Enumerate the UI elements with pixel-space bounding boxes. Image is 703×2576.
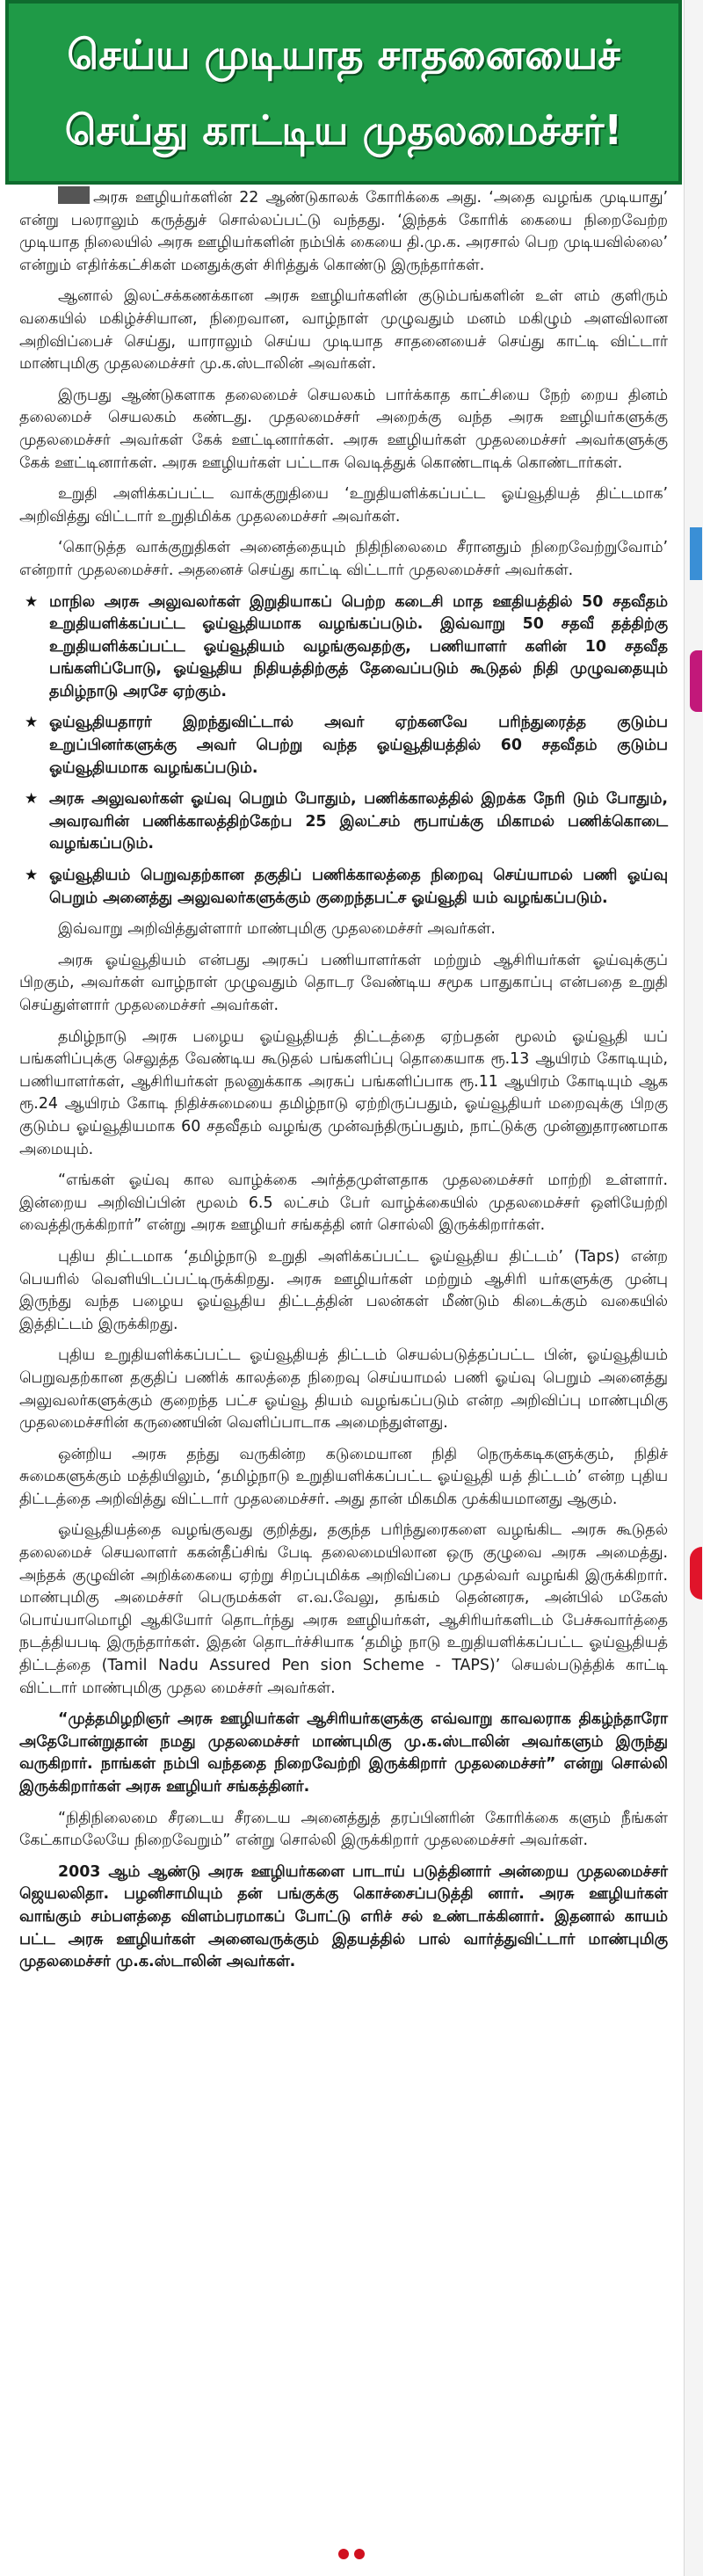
paragraph-text: அரசு ஊழியர்களின் 22 ஆண்டுகாலக் கோரிக்கை அது. ‘அதை வழங்க முடியாது’ என்று பலராலும் கருத்துச் சொல்லப்பட்டு வந்தது. ‘இந்தக் கோரிக் கையை நிறைவேற்ற முடியாத நிலையில் அரசு ஊழியர்களின் நம்பிக் கையை தி.மு.க. அரசால் பெற முடியவில்லை’ என்றும் எதிர்க்கட்சிகள் மனதுக்குள் சிரித்துக் கொண்டு இருந்தார்கள்.: [19, 189, 668, 274]
adjacent-blue-mark: [690, 527, 702, 580]
article-paragraph: இருபது ஆண்டுகளாக தலைமைச் செயலகம் பார்க்காத காட்சியை நேற் றைய தினம் தலைமைச் செயலகம் கண்டது. முதலமைச்சர் அறைக்கு வந்த அரசு ஊழியர்களுக்கு முதலமைச்சர் அவர்கள் கேக் ஊட்டினார்கள். அரசு ஊழியர்கள் முதலமைச்சர் அவர்களுக்கு கேக் ஊட்டினார்கள். அரசு ஊழியர்கள் பட்டாசு வெடித்துக் கொண்டாடிக் கொண்டார்கள்.: [19, 386, 668, 472]
highlight-item: [19, 591, 668, 704]
article-paragraph: புதிய திட்டமாக ‘தமிழ்நாடு உறுதி அளிக்கப்பட்ட ஓய்வூதிய திட்டம்’ (Taps) என்ற பெயரில் வெளியிடப்பட்டிருக்கிறது. அரசு ஊழியர்கள் மற்றும் ஆசிரி யர்களுக்கு முன்பு இருந்து வந்த பழைய ஓய்வூதிய திட்டத்தின் பலன்கள் மீண்டும் கிடைக்கும் வகையில் இத்திட்டம் இருக்கிறது.: [19, 1247, 668, 1333]
red-dot-icon: [354, 2549, 365, 2559]
adjacent-red-mark: [690, 1547, 702, 1600]
article-paragraph: “எங்கள் ஓய்வு கால வாழ்க்கை அர்த்தமுள்ளதாக முதலமைச்சர் மாற்றி உள்ளார். இன்றைய அறிவிப்பின் மூலம் 6.5 லட்சம் பேர் வாழ்க்கையில் முதலமைச்சர் ஒளியேற்றி வைத்திருக்கிறார்” என்று அரசு ஊழியர் சங்கத்தி னர் சொல்லி இருக்கிறார்கள்.: [19, 1172, 668, 1235]
article-paragraph: தமிழ்நாடு அரசு பழைய ஓய்வூதியத் திட்டத்தை ஏற்பதன் மூலம் ஓய்வூதி யப் பங்களிப்புக்கு செலுத்த வேண்டிய கூடுதல் பங்களிப்பு தொகையாக ரூ.13 ஆயிரம் கோடியும், பணியாளர்கள், ஆசிரியர்கள் நலனுக்காக அரசுப் பங்களிப்பாக ரூ.11 ஆயிரம் கோடியும் ஆக ரூ.24 ஆயிரம் கோடி நிதிச்சுமையை தமிழ்நாடு ஏற்றிருப்பதும், ஓய்வூதியர் மறைவுக்கு பிறகு குடும்ப ஓய்வூதியமாக 60 சதவீதம் வழங்கு முன்வந்திருப்பதும், நாட்டுக்கு முன்னுதாரணமாக அமையும்.: [19, 1027, 668, 1158]
headline-line-1: செய்ய முடியாத சாதனையைச்: [67, 31, 620, 78]
article-paragraph: 2003 ஆம் ஆண்டு அரசு ஊழியர்களை பாடாய் படுத்தினார் அன்றைய முதலமைச்சர் ஜெயலலிதா. பழனிசாமியும் தன் பங்குக்கு கொச்சைப்படுத்தி னார். அரசு ஊழியர்கள் வாங்கும் சம்பளத்தை விளம்பரமாகப் போட்டு எரிச் சல் உண்டாக்கினார். இதனால் காயம் பட்ட அரசு ஊழியர்கள் அனைவருக்கும் இதயத்தில் பால் வார்த்துவிட்டார் மாண்புமிகு முதலமைச்சர் மு.க.ஸ்டாலின் அவர்கள்.: [19, 1862, 668, 1971]
headline-line-2: செய்து காட்டிய முதலமைச்சர்!: [64, 106, 623, 154]
highlight-text: மாநில அரசு அலுவலர்கள் இறுதியாகப் பெற்ற கடைசி மாத ஊதியத்தில் 50 சதவீதம் உறுதியளிக்கப்பட்ட ஓய்வூதியமாக வழங்கப்படும். இவ்வாறு 50 சதவீ தத்திற்கு உறுதியளிக்கப்பட்ட ஓய்வூதியம் வழங்குவதற்கு, பணியாளர் களின் 10 சதவீத பங்களிப்போடு, ஓய்வூதிய நிதியத்திற்குத் தேவைப்படும் கூடுதல் நிதி முழுவதையும் தமிழ்நாடு அரசே ஏற்கும்.: [49, 592, 668, 700]
highlight-item: [19, 712, 668, 780]
article-paragraph: “முத்தமிழறிஞர் அரசு ஊழியர்கள் ஆசிரியர்களுக்கு எவ்வாறு காவலராக திகழ்ந்தாரோ அதேபோன்றுதான் நமது முதலமைச்சர் மாண்புமிகு மு.க.ஸ்டாலின் அவர்களும் இருந்து வருகிறார். நாங்கள் நம்பி வந்ததை நிறைவேற்றி இருக்கிறார் முதலமைச்சர்” என்று சொல்லி இருக்கிறார்கள் அரசு ஊழியர் சங்கத்தினர்.: [19, 1710, 668, 1796]
star-bullet-icon: ★: [25, 592, 39, 611]
article-paragraph: ‘கொடுத்த வாக்குறுதிகள் அனைத்தையும் நிதிநிலைமை சீரானதும் நிறைவேற்றுவோம்’ என்றார் முதலமைச்சர். அதனைச் செய்து காட்டி விட்டார் முதலமைச்சர் அவர்கள்.: [19, 539, 668, 579]
highlight-text: ஓய்வூதியதாரர் இறந்துவிட்டால் அவர் ஏற்கனவே பரிந்துரைத்த குடும்ப உறுப்பினர்களுக்கு அவர் பெற்று வந்த ஓய்வூதியத்தில் 60 சதவீதம் குடும்ப ஓய்வூதியமாக வழங்கப்படும்.: [49, 714, 668, 777]
star-bullet-icon: ★: [25, 867, 39, 885]
article-paragraph: ஒன்றிய அரசு தந்து வருகின்ற கடுமையான நிதி நெருக்கடிகளுக்கும், நிதிச் சுமைகளுக்கும் மத்தியிலும், ‘தமிழ்நாடு உறுதியளிக்கப்பட்ட ஓய்வூதி யத் திட்டம்’ என்ற புதிய திட்டத்தை அறிவித்து விட்டார் முதலமைச்சர். அது தான் மிகமிக முக்கியமானது ஆகும்.: [19, 1445, 669, 1508]
highlight-text: ஓய்வூதியம் பெறுவதற்கான தகுதிப் பணிக்காலத்தை நிறைவு செய்யாமல் பணி ஓய்வு பெறும் அனைத்து அலுவலர்களுக்கும் குறைந்தபட்ச ஓய்வூதி யம் வழங்கப்படும்.: [49, 867, 668, 907]
star-bullet-icon: ★: [25, 714, 39, 732]
end-of-article-dots: [325, 2549, 378, 2566]
highlight-text: அரசு அலுவலர்கள் ஓய்வு பெறும் போதும், பணிக்காலத்தில் இறக்க நேரி டும் போதும், அவரவரின் பணிக்காலத்திற்கேற்ப 25 இலட்சம் ரூபாய்க்கு மிகாமல் பணிக்கொடை வழங்கப்படும்.: [49, 790, 668, 853]
adjacent-column-edge: [684, 0, 703, 2576]
adjacent-pink-mark: [690, 650, 702, 712]
star-bullet-icon: ★: [25, 790, 39, 809]
highlight-item: [19, 788, 668, 856]
article-paragraph: இவ்வாறு அறிவித்துள்ளார் மாண்புமிகு முதலமைச்சர் அவர்கள்.: [58, 920, 496, 939]
article-paragraph: ஓய்வூதியத்தை வழங்குவது குறித்து, தகுந்த பரிந்துரைகளை வழங்கிட அரசு கூடுதல் தலைமைச் செயலாளர் ககன்தீப்சிங் பேடி தலைமையிலான ஒரு குழுவை அரசு அமைத்து. அந்தக் குழுவின் அறிக்கையை ஏற்று சிறப்புமிக்க அறிவிப்பை முதல்வர் வழங்கி இருக்கிறார். மாண்புமிகு அமைச்சர் பெருமக்கள் எ.வ.வேலு, தங்கம் தென்னரசு, அன்பில் மகேஸ் பொய்யாமொழி ஆகியோர் தொடர்ந்து அரசு ஊழியர்கள், ஆசிரியர்களிடம் பேச்சுவார்த்தை நடத்தியபடி இருந்தார்கள். இதன் தொடர்ச்சியாக ‘தமிழ் நாடு உறுதியளிக்கப்பட்ட ஓய்வூதியத் திட்டத்தை (Tamil Nadu Assured Pen sion Scheme - TAPS)’ செயல்படுத்திக் காட்டி விட்டார் மாண்புமிகு முதல மைச்சர் அவர்கள்.: [19, 1521, 668, 1697]
article-paragraph: அரசு ஓய்வூதியம் என்பது அரசுப் பணியாளர்கள் மற்றும் ஆசிரியர்கள் ஓய்வுக்குப் பிறகும், அவர்கள் வாழ்நாள் முழுவதும் தொடர வேண்டிய சமூக பாதுகாப்பு என்பதை உறுதி செய்துள்ளார் முதலமைச்சர் அவர்கள்.: [19, 951, 668, 1014]
red-dot-icon: [338, 2549, 349, 2559]
article-paragraph: “நிதிநிலைமை சீரடைய சீரடைய அனைத்துத் தரப்பினரின் கோரிக்கை களும் நீங்கள் கேட்காமலேயே நிறைவேறும்” என்று சொல்லி இருக்கிறார் முதலமைச்சர் அவர்கள்.: [19, 1809, 668, 1850]
paragraph-marker: [58, 186, 90, 204]
highlight-item: [19, 865, 668, 910]
scheme-highlights-list: [19, 591, 668, 911]
headline-banner: [5, 0, 682, 185]
article-paragraph: புதிய உறுதியளிக்கப்பட்ட ஓய்வூதியத் திட்டம் செயல்படுத்தப்பட்ட பின், ஓய்வூதியம் பெறுவதற்கான தகுதிப் பணிக் காலத்தை நிறைவு செய்யாமல் பணி ஓய்வு பெறும் அனைத்து அலுவலர்களுக்கும் குறைந்த பட்ச ஓய்வூ தியம் வழங்கப்படும் என்ற அறிவிப்பு மாண்புமிகு முதலமைச்சரின் கருணையின் வெளிப்பாடாக அமைந்துள்ளது.: [19, 1346, 668, 1433]
article-body: [19, 186, 668, 1983]
article-paragraph: உறுதி அளிக்கப்பட்ட வாக்குறுதியை ‘உறுதியளிக்கப்பட்ட ஓய்வூதியத் திட்டமாக’ அறிவித்து விட்டார் உறுதிமிக்க முதலமைச்சர் அவர்கள்.: [19, 485, 668, 526]
article-paragraph: [19, 186, 668, 277]
article-paragraph: ஆனால் இலட்சக்கணக்கான அரசு ஊழியர்களின் குடும்பங்களின் உள் ளம் குளிரும் வகையில் மகிழ்ச்சியான, நிறைவான, வாழ்நாள் முழுவதும் மனம் மகிழும் அளவிலான அறிவிப்பைச் செய்து, யாராலும் செய்ய முடியாத சாதனையைச் செய்து காட்டி விட்டார் மாண்புமிகு முதலமைச்சர் மு.க.ஸ்டாலின் அவர்கள்.: [19, 287, 668, 374]
